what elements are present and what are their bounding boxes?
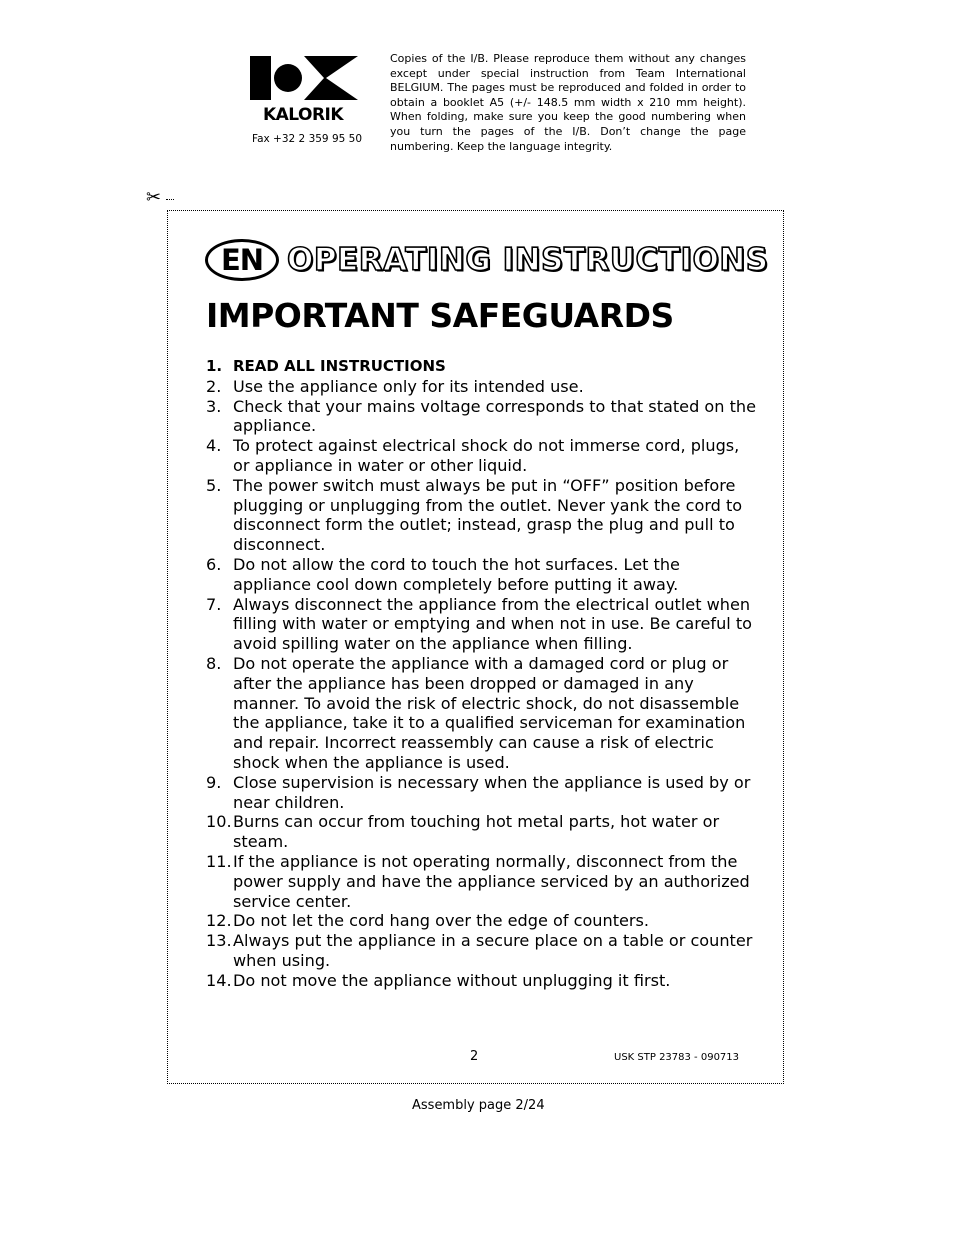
list-item-number: 4. [206,436,222,456]
list-item [206,654,756,773]
page-number: 2 [470,1049,479,1064]
list-item-number: 11. [206,851,232,871]
list-item [206,971,756,991]
language-badge: EN [205,239,279,281]
list-item-text: Use the appliance only for its intended use. [233,376,584,396]
list-item [206,911,756,931]
list-item-number: 12. [206,911,232,931]
list-item-text: Do not move the appliance without unplugging it first. [233,970,671,990]
list-item-number: 14. [206,970,232,990]
list-item-text: To protect against electrical shock do not immerse cord, plugs, or appliance in water or other liquid. [233,436,740,475]
list-item-number: 9. [206,772,222,792]
list-item [206,476,756,555]
kalorik-logo [250,56,360,126]
safeguards-title: IMPORTANT SAFEGUARDS [206,296,674,335]
cut-line [166,199,174,200]
brand-name: KALORIK [262,105,344,125]
list-item-text: If the appliance is not operating normally, disconnect from the power supply and have the appliance serviced by an authorized service center. [233,851,750,911]
list-item [206,852,756,911]
list-item-text: READ ALL INSTRUCTIONS [233,357,446,375]
list-item [206,357,756,377]
safeguards-list [206,357,756,991]
operating-instructions-title: OPERATING INSTRUCTIONS [287,242,769,278]
list-item [206,773,756,813]
list-item [206,931,756,971]
list-item-text: Do not allow the cord to touch the hot surfaces. Let the appliance cool down completely before putting it away. [233,554,680,594]
list-item-text: Check that your mains voltage corresponds to that stated on the appliance. [233,396,756,436]
list-item-text: Close supervision is necessary when the appliance is used by or near children. [233,772,751,812]
scissors-icon: ✂ [146,187,162,208]
list-item-number: 8. [206,653,222,673]
list-item-text: The power switch must always be put in “OFF” position before plugging or unplugging from the outlet. Never yank the cord to disconnect form the outlet; instead, grasp the plug and pull to disconnect. [233,475,743,555]
assembly-page-label: Assembly page 2/24 [412,1098,545,1113]
list-item-text: Do not let the cord hang over the edge of counters. [233,911,650,931]
document-reference: USK STP 23783 - 090713 [614,1052,740,1063]
operating-instructions-header [205,236,769,284]
list-item-number: 5. [206,475,222,495]
list-item [206,595,756,654]
reproduction-notice: Copies of the I/B. Please reproduce them without any changes except under special instruction from Team International BELGIUM. The pages must be reproduced and folded in order to obtain a booklet A5 (+/- 148.5 mm width x 210 mm height). When folding, make sure you keep the good numbering when you turn the pages of the I/B. Don’t change the page numbering. Keep the language integrity. [390,52,746,153]
list-item-text: Always disconnect the appliance from the electrical outlet when filling with water or emptying and when not in use. Be careful to avoid spilling water on the appliance when filling. [233,594,753,654]
list-item-number: 3. [206,396,222,416]
list-item-text: Always put the appliance in a secure place on a table or counter when using. [233,931,753,970]
list-item-text: Do not operate the appliance with a damaged cord or plug or after the appliance has been dropped or damaged in any manner. To avoid the risk of electric shock, do not disassemble the appliance, take it to a qualified serviceman for examination and repair. Incorrect reassembly can cause a risk of electric shock when the appliance is used. [233,653,746,772]
list-item-number: 13. [206,931,232,951]
list-item [206,812,756,852]
list-item-number: 6. [206,554,222,574]
list-item [206,436,756,476]
list-item [206,555,756,595]
list-item [206,377,756,397]
list-item-number: 7. [206,594,222,614]
list-item-number: 2. [206,376,222,396]
kalorik-k-mark [250,56,360,126]
list-item-text: Burns can occur from touching hot metal parts, hot water or steam. [233,812,720,852]
list-item-number: 1. [206,357,223,375]
list-item-number: 10. [206,812,232,832]
list-item [206,397,756,437]
fax-number: Fax +32 2 359 95 50 [252,133,363,145]
